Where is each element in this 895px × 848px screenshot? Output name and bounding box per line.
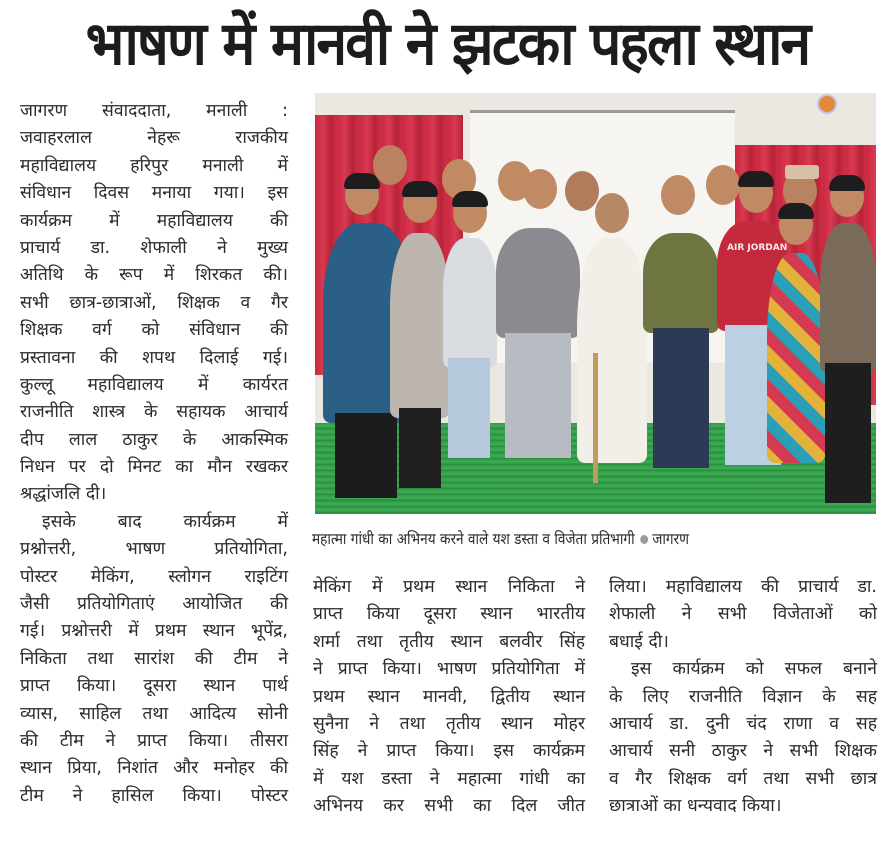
caption-text: महात्मा गांधी का अभिनय करने वाले यश डस्ता व विजेता प्रतिभागी — [312, 530, 635, 548]
photo-credit: जागरण — [652, 530, 689, 548]
text-line: राजनीति शास्त्र के सहायक आचार्य — [20, 402, 288, 423]
text-line: में यश डस्ता ने महात्मा गांधी का — [313, 768, 585, 789]
person-hair — [778, 203, 814, 219]
article-column-3 — [609, 574, 877, 821]
text-line: कुल्लू महाविद्यालय में कार्यरत — [20, 374, 288, 395]
text-line: के लिए राजनीति विज्ञान के सह — [609, 686, 877, 707]
text-line: शर्मा तथा तृतीय स्थान बलवीर सिंह — [313, 631, 585, 652]
text-line: अभिनय कर सभी का दिल जीत — [313, 796, 585, 817]
text-line: गई। प्रश्नोत्तरी में प्रथम स्थान भूपेंद्र, — [20, 621, 288, 642]
person-grey-kurta — [390, 233, 450, 418]
text-line: संविधान दिवस मनाया गया। इस — [20, 183, 288, 204]
person-head — [706, 165, 740, 205]
photo-wall-ornament — [819, 96, 835, 112]
article-column-2 — [313, 574, 585, 821]
person-hair — [829, 175, 865, 191]
text-line: प्रस्तावना की शपथ दिलाई गई। — [20, 347, 288, 368]
article-headline: भाषण में मानवी ने झटका पहला स्थान — [85, 9, 810, 79]
person-head — [523, 169, 557, 209]
text-line: पोस्टर मेकिंग, स्लोगन राइटिंग — [20, 566, 288, 587]
text-line: स्थान प्रिया, निशांत और मनोहर की — [20, 758, 288, 779]
person-patterned-suit — [767, 253, 825, 463]
person-legs — [653, 328, 709, 468]
text-line: सिंह ने प्राप्त किया। इस कार्यक्रम — [313, 741, 585, 762]
text-line: की टीम ने प्राप्त किया। तीसरा — [20, 730, 288, 751]
person-head — [565, 171, 599, 211]
paragraph-start-line: इसके बाद कार्यक्रम में — [42, 511, 288, 532]
person-head — [661, 175, 695, 215]
person-hair — [402, 181, 438, 197]
text-line: मेकिंग में प्रथम स्थान निकिता ने — [313, 577, 585, 597]
person-legs — [448, 358, 490, 458]
text-line: व्यास, साहिल तथा आदित्य सोनी — [20, 703, 288, 724]
text-line: व गैर शिक्षक वर्ग तथा सभी छात्र — [609, 768, 877, 789]
text-line: बधाई दी। — [609, 631, 669, 652]
person-legs — [505, 333, 571, 458]
jersey-text: AIR JORDAN — [727, 243, 788, 253]
text-line: निकिता तथा सारांश की टीम ने — [20, 648, 288, 669]
bullet-dot-icon — [640, 535, 648, 544]
person-head — [595, 193, 629, 233]
text-line: श्रद्धांजलि दी। — [20, 484, 107, 505]
text-line: प्राचार्य डा. शेफाली ने मुख्य — [20, 237, 288, 258]
text-line: आचार्य डा. दुनी चंद राणा व सह — [609, 713, 877, 734]
text-line: जागरण संवाददाता, मनाली : — [20, 101, 288, 121]
person-white-jacket — [443, 238, 497, 368]
person-hair — [344, 173, 380, 189]
text-line: आचार्य सनी ठाकुर ने सभी शिक्षक — [609, 741, 877, 762]
text-line: कार्यक्रम में महाविद्यालय की — [20, 210, 288, 231]
text-line: ने प्राप्त किया। भाषण प्रतियोगिता में — [313, 659, 585, 680]
person-legs — [825, 363, 871, 503]
text-line: दीप लाल ठाकुर के आकस्मिक — [20, 429, 288, 450]
person-cap — [785, 165, 819, 179]
text-line: निधन पर दो मिनट का मौन रखकर — [20, 457, 288, 478]
person-leather-jacket — [820, 223, 876, 373]
text-line: छात्राओं का धन्यवाद किया। — [609, 796, 782, 817]
person-legs — [335, 413, 397, 498]
text-line: सभी छात्र-छात्राओं, शिक्षक व गैर — [20, 292, 288, 313]
person-hair — [738, 171, 774, 187]
text-line: शेफाली ने सभी विजेताओं को — [609, 604, 877, 625]
paragraph-start-line: इस कार्यक्रम को सफल बनाने — [631, 659, 877, 680]
text-line: अतिथि के रूप में शिरकत की। — [20, 265, 288, 286]
walking-stick — [593, 353, 598, 483]
text-line: लिया। महाविद्यालय की प्राचार्य डा. — [609, 577, 877, 597]
text-line: टीम ने हासिल किया। पोस्टर — [20, 785, 288, 806]
person-hair — [452, 191, 488, 207]
text-line: प्रथम स्थान मानवी, द्वितीय स्थान — [313, 686, 585, 707]
text-line: प्रश्नोत्तरी, भाषण प्रतियोगिता, — [20, 539, 288, 560]
article-photo — [315, 93, 876, 514]
photo-caption — [312, 527, 822, 551]
text-line: शिक्षक वर्ग को संविधान की — [20, 320, 288, 341]
person-legs — [399, 408, 441, 488]
person-gandhi-costume — [577, 238, 647, 463]
text-line: सुनैना ने तथा तृतीय स्थान मोहर — [313, 713, 585, 734]
text-line: जैसी प्रतियोगिताएं आयोजित की — [20, 594, 288, 615]
article-column-1 — [20, 98, 288, 810]
text-line: महाविद्यालय हरिपुर मनाली में — [20, 155, 288, 176]
person-check-blazer — [496, 228, 580, 338]
text-line: प्राप्त किया दूसरा स्थान भारतीय — [313, 604, 585, 625]
text-line: जवाहरलाल नेहरू राजकीय — [20, 128, 288, 149]
text-line: प्राप्त किया। दूसरा स्थान पार्थ — [20, 676, 288, 697]
person-olive-sweater — [643, 233, 719, 333]
